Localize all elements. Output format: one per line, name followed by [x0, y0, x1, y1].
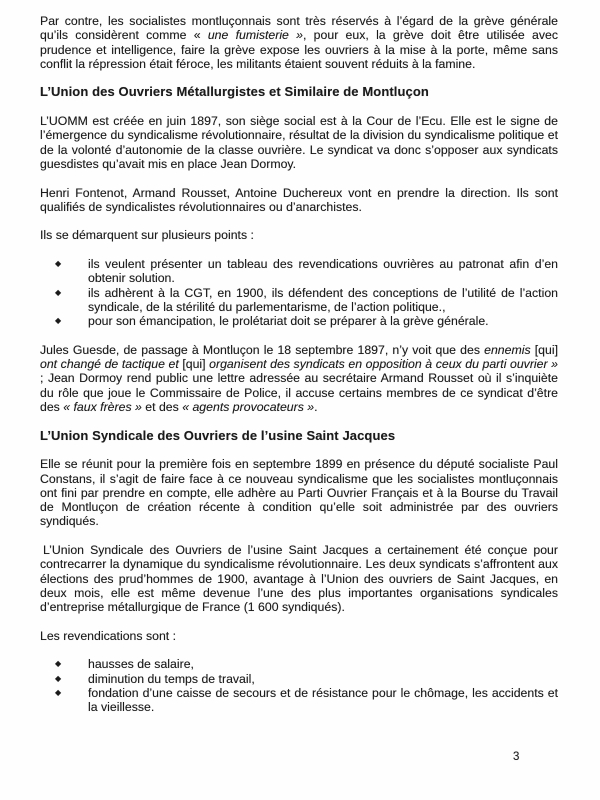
diamond-bullet-icon: ◆: [55, 659, 62, 669]
paragraph-greve-generale: [40, 14, 558, 71]
heading-union-metallurgistes: L’Union des Ouvriers Métallurgistes et Similaire de Montluçon: [40, 84, 429, 100]
list-item: [40, 257, 558, 286]
list-item-text: diminution du temps de travail,: [88, 671, 255, 686]
text-segment: L’Union Syndicale des Ouvriers de l’usine Saint Jacques a certainement été conçue pour contrecarrer la dynamique du syndicalisme révolutionnaire. Les deux syndicats s’affrontent aux élections des prud’hommes de 1900, avantage à l’Union des ouvriers de Saint Jacques, en deux mois, elle est même devenue l’une des plus importantes organisations syndicales d’entreprise métallurgique de France (1 600 syndiqués).: [40, 542, 558, 615]
list-item-text: hausses de salaire,: [88, 657, 194, 672]
diamond-bullet-icon: ◆: [55, 259, 62, 269]
page-number: 3: [513, 751, 520, 763]
paragraph-jules-guesde: [40, 343, 558, 414]
diamond-bullet-icon: ◆: [55, 287, 62, 297]
text-segment: Elle se réunit pour la première fois en septembre 1899 en présence du député socialiste Paul Constans, il s’agit de faire face à ce nouveau syndicalisme que les socialistes montluçonnais ont fini par prendre en compte, elle adhère au Parti Ouvrier Français et à la Bourse du Travail de Montluçon de création récente à condition qu’elle soit administrée par des ouvriers syndiqués.: [40, 457, 558, 529]
diamond-bullet-icon: ◆: [55, 673, 62, 683]
paragraph-direction: [40, 186, 558, 215]
text-segment-italic: « faux frères »: [63, 400, 142, 415]
text-segment: Par contre, les socialistes montluçonnais sont très réservés à l’égard de la grève générale qu’ils considèrent comme «: [40, 14, 558, 43]
text-segment: Henri Fontenot, Armand Rousset, Antoine Duchereux vont en prendre la direction. Ils sont qualifiés de syndicalistes révolutionnaires ou d’anarchistes.: [40, 185, 558, 214]
list-item-text: fondation d’une caisse de secours et de résistance pour le chômage, les accidents et la vieillesse.: [88, 685, 558, 715]
text-segment: ; Jean Dormoy rend public une lettre adressée au secrétaire Armand Rousset où il s’inquiète du rôle que joue le Commissaire de Police, il accuse certains membres de ce syndicat d’être des: [40, 371, 558, 415]
paragraph-elle-se-reunit: [40, 457, 558, 528]
list-item: [40, 286, 558, 315]
document-content: [40, 14, 558, 729]
list-item: [40, 314, 558, 328]
bullet-list-revendications: [40, 657, 558, 714]
paragraph-points-intro: [40, 228, 558, 242]
text-segment: Jules Guesde, de passage à Montluçon le 18 septembre 1897, n’y voit que des: [40, 342, 485, 357]
text-segment-italic: une fumisterie »: [207, 28, 303, 43]
diamond-bullet-icon: ◆: [55, 316, 62, 326]
text-segment: , pour eux, la grève doit être utilisée avec prudence et intelligence, faire la grève expose les ouvriers à la mise à la porte, même sans conflit la répression était féroce, les militants étaient souvent réduits à la famine.: [40, 28, 558, 71]
text-segment: et des: [141, 400, 183, 415]
text-segment: Ils se démarquent sur plusieurs points :: [40, 228, 254, 243]
text-segment: [qui]: [530, 342, 558, 357]
bullet-list-points: [40, 257, 558, 328]
text-segment-italic: « agents provocateurs »: [182, 400, 315, 415]
list-item-text: ils adhèrent à la CGT, en 1900, ils défendent des conceptions de l’utilité de l’action syndicale, de la stérilité du parlementarisme, de l’action politique.,: [88, 285, 558, 314]
text-segment-italic: ennemis: [484, 342, 531, 357]
list-item: [40, 672, 558, 686]
list-item-text: ils veulent présenter un tableau des revendications ouvrières au patronat afin d’en obtenir solution.: [88, 257, 558, 286]
paragraph-uomm: [40, 114, 558, 171]
list-item: [40, 686, 558, 715]
list-item-text: pour son émancipation, le prolétariat doit se préparer à la grève générale.: [88, 314, 489, 329]
list-item: [40, 657, 558, 671]
text-segment: .: [314, 400, 318, 415]
text-segment: [qui]: [178, 357, 210, 372]
heading-union-saint-jacques: L’Union Syndicale des Ouvriers de l’usine Saint Jacques: [40, 427, 396, 443]
paragraph-revendications-intro: [40, 629, 558, 643]
text-segment: Les revendications sont :: [40, 628, 177, 643]
text-segment: L’UOMM est créée en juin 1897, son siège social est à la Cour de l’Ecu. Elle est le signe de l’émergence du syndicalisme révolutionnaire, résultat de la division du syndicalisme politique et de la volonté d’autonomie de la classe ouvrière. Le syndicat va donc s’opposer aux syndicats guesdistes qu’avait mis en place Jean Dormoy.: [40, 114, 558, 171]
paragraph-union-syndicale-concue: [40, 543, 558, 614]
text-segment-italic: ont changé de tactique et: [40, 357, 179, 372]
text-segment-italic: organisent des syndicats en opposition à ceux du parti ouvrier »: [209, 357, 559, 372]
diamond-bullet-icon: ◆: [55, 687, 62, 697]
